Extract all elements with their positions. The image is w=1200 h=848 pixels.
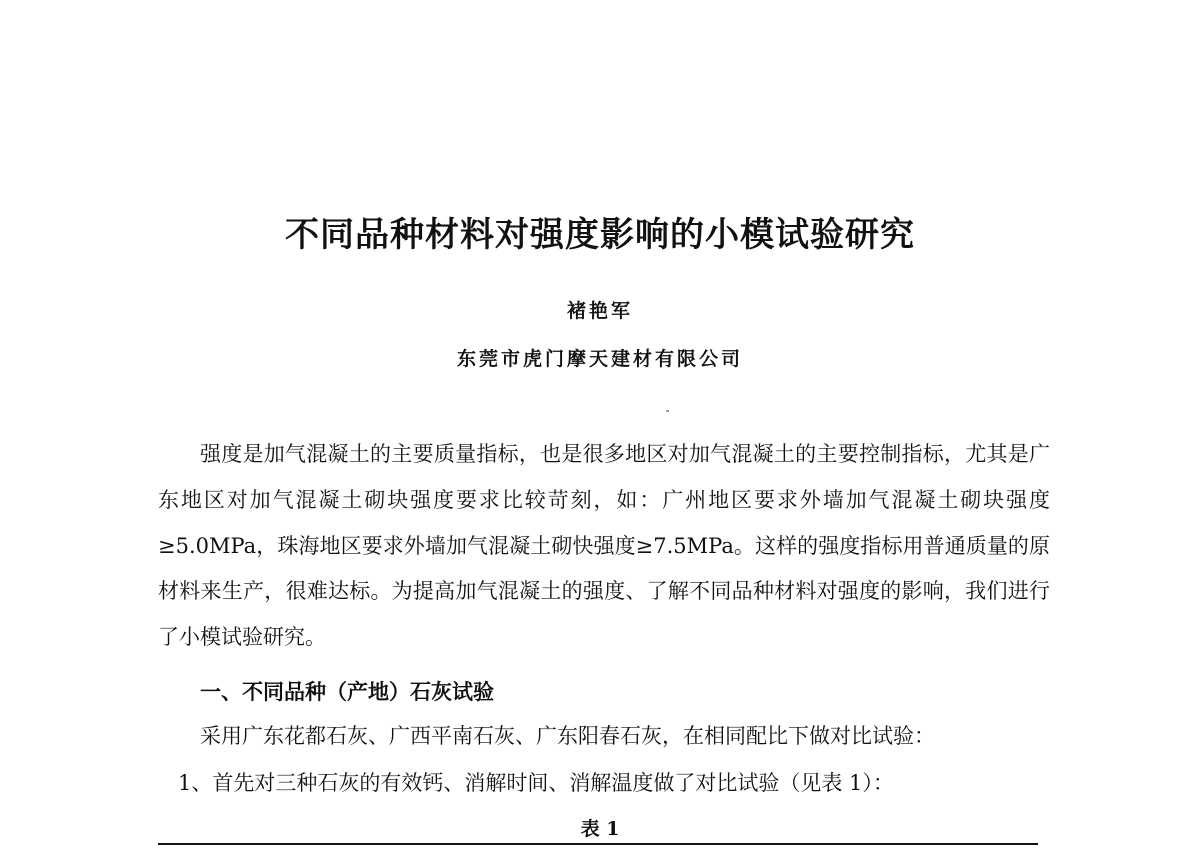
scan-speck: [666, 410, 669, 412]
paper-title: 不同品种材料对强度影响的小模试验研究: [285, 214, 915, 255]
table-caption: 表 1: [580, 818, 620, 840]
author-affiliation: 东莞市虎门摩天建材有限公司: [456, 348, 743, 370]
table-top-rule: [158, 843, 1038, 845]
author-name: 褚艳军: [566, 300, 633, 322]
list-item-1: 1、首先对三种石灰的有效钙、消解时间、消解温度做了对比试验（见表 1）：: [178, 771, 894, 795]
intro-paragraph: 强度是加气混凝土的主要质量指标，也是很多地区对加气混凝土的主要控制指标，尤其是广东地区对加气混凝土砌块强度要求比较苛刻，如：广州地区要求外墙加气混凝土砌块强度≥5.0MPa，珠海地区要求外墙加气混凝土砌快强度≥7.5MPa。这样的强度指标用普通质量的原材料来生产，很难达标。为提高加气混凝土的强度、了解不同品种材料对强度的影响，我们进行了小模试验研究。: [158, 442, 1050, 650]
section-paragraph: 采用广东花都石灰、广西平南石灰、广东阳春石灰，在相同配比下做对比试验：: [200, 724, 935, 748]
section-heading-lime-test: 一、不同品种（产地）石灰试验: [200, 679, 494, 704]
